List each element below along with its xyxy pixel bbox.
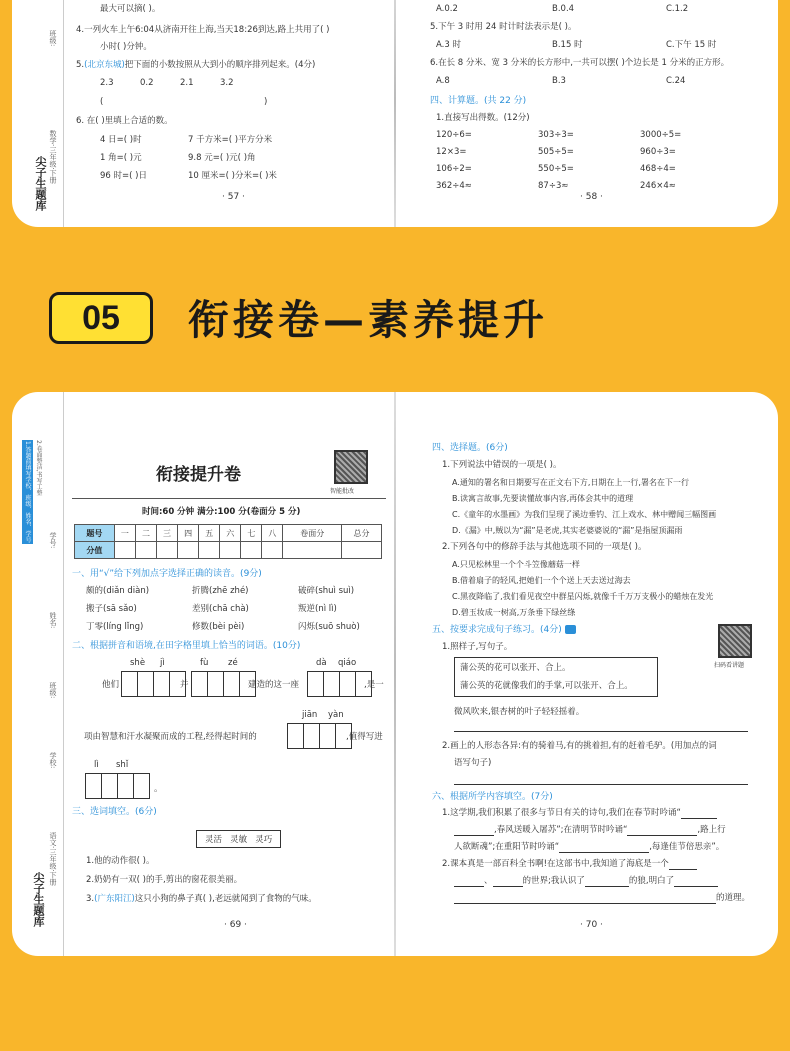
answer-paren-close: ) — [264, 97, 268, 107]
pinyin-item: 破碎(shuì suì) — [298, 586, 355, 596]
score-cell[interactable] — [241, 542, 262, 559]
word-choice: 灵巧 — [255, 835, 273, 845]
margin-school: 学校: — [49, 752, 57, 769]
banner-title: 衔接卷—素养提升 — [188, 296, 548, 344]
page-number-58: · 58 · — [580, 192, 603, 202]
opt3-b: B.3 — [552, 76, 566, 86]
qr-caption: 智能批改 — [330, 488, 355, 495]
pinyin-item: 闪烁(suō shuò) — [298, 622, 360, 632]
option: C.黑夜降临了,我们看见夜空中群星闪烁,就像千千万万支极小的蜡烛在发光 — [452, 592, 714, 601]
margin-number: 学号: — [49, 532, 57, 549]
section-5-label: 五、按要求完成句子练习。(4分) — [432, 625, 562, 635]
calc-r1c1: 120÷6= — [436, 130, 472, 140]
calc-sub: 1.直接写出得数。(12分) — [436, 113, 530, 123]
pinyin-item: 折腾(zhē zhé) — [192, 586, 249, 596]
pinyin-label: fù — [200, 658, 209, 668]
fill-blank[interactable] — [627, 835, 697, 836]
s3-q1: 1.他的动作很( )。 — [86, 856, 155, 866]
s6-q1-text: 1.这学期,我们积累了很多与节日有关的诗句,我们在春节时吟诵“ — [442, 808, 681, 818]
left-margin-bar — [20, 392, 64, 956]
q4-line2: 小时( )分钟。 — [100, 42, 152, 52]
s6-q1-line2 — [454, 825, 726, 836]
page-69 — [12, 392, 394, 956]
s6-q2-text: 2.课本真是一部百科全书啊!在这部书中,我知道了海底是一个 — [442, 859, 669, 869]
calc-r3c3: 468÷4= — [640, 164, 676, 174]
fill-blank[interactable] — [585, 886, 629, 887]
decimal-3: 2.1 — [180, 78, 194, 88]
s6-q1-text: 人欲断魂”;在重阳节时吟诵“ — [454, 842, 560, 852]
page-number-69: · 69 · — [224, 920, 247, 930]
option: D.《漏》中,贼以为“漏”是老虎,其实老婆婆说的“漏”是指屋顶漏雨 — [452, 526, 683, 535]
pinyin-label: yàn — [328, 710, 344, 720]
s6-q1-text: ,春风送暖入屠苏”;在清明节时吟诵“ — [494, 825, 628, 835]
fill-blank[interactable] — [669, 869, 697, 870]
tianzige-box[interactable] — [86, 773, 150, 799]
s2-text: 。 — [154, 784, 163, 794]
bottom-book-spread — [12, 392, 778, 956]
s2-text: 项由智慧和汗水凝聚而成的工程,经得起时间的 — [84, 732, 257, 742]
option: A.通知的署名和日期要写在正文右下方,日期在上一行,署名在下一行 — [452, 478, 689, 487]
q5-text: 把下面的小数按照从大到小的顺序排列起来。(4分) — [124, 60, 316, 70]
q6-rect: 6.在长 8 分米、宽 3 分米的长方形中,一共可以摆( )个边长是 1 分米的正方形。 — [430, 58, 730, 68]
fill-blank[interactable] — [454, 835, 494, 836]
q5-time: 5.下午 3 时用 24 时计时法表示是( )。 — [430, 22, 577, 32]
section-number-badge: 05 — [49, 292, 153, 344]
score-cell[interactable] — [178, 542, 199, 559]
margin-brand: 尖子生题库 — [32, 872, 45, 927]
score-cell[interactable] — [114, 542, 135, 559]
page-58 — [396, 0, 778, 227]
page-57 — [12, 0, 394, 227]
margin-class: 班级: — [49, 682, 57, 699]
s6-q1-text: ,路上行 — [697, 825, 726, 835]
s2-text: 并 — [180, 680, 189, 690]
score-cell[interactable] — [156, 542, 177, 559]
word-choice: 灵敏 — [230, 835, 248, 845]
pinyin-label: dà — [316, 658, 327, 668]
region-tag: (广东阳江) — [94, 894, 135, 904]
calc-r4c2: 87÷3≈ — [538, 181, 569, 191]
s6-q2-line2: 、 的世界;我认识了 的狼,明白了 — [454, 876, 718, 887]
score-cell[interactable] — [342, 542, 382, 559]
tianzige-box[interactable] — [308, 671, 372, 697]
score-row-label: 分值 — [75, 542, 115, 559]
margin-notes: 2.卷面整洁,书写工整 — [35, 440, 42, 496]
score-cell[interactable] — [262, 542, 283, 559]
pinyin-label: shè — [130, 658, 146, 668]
score-cell[interactable] — [283, 542, 342, 559]
s2-text: 他们 — [102, 680, 120, 690]
pinyin-item: 叛逆(nì lì) — [298, 604, 337, 614]
qr-code-icon[interactable] — [718, 624, 752, 658]
page-70 — [396, 392, 778, 956]
pinyin-label: qiáo — [338, 658, 357, 668]
q6-b: 7 千方米=( )平方分米 — [188, 135, 273, 145]
pinyin-label: shǐ — [116, 760, 129, 770]
pinyin-item: 修数(bèi pèi) — [192, 622, 245, 632]
q6-d: 9.8 元=( )元( )角 — [188, 153, 256, 163]
title-divider — [72, 498, 386, 499]
s5-q2-cont: 语写句子) — [454, 758, 492, 768]
word-choice: 灵活 — [205, 835, 223, 845]
calc-r2c3: 960÷3= — [640, 147, 676, 157]
score-cell[interactable] — [199, 542, 220, 559]
s3-q3-num: 3. — [86, 894, 95, 904]
pinyin-item: 搬子(sā sǎo) — [86, 604, 137, 614]
fill-blank[interactable] — [493, 886, 523, 887]
s2-text: 建造的这一座 — [248, 680, 300, 690]
q6-title: 6. 在( )里填上合适的数。 — [76, 116, 173, 126]
page-number-57: · 57 · — [222, 192, 245, 202]
fill-blank[interactable] — [559, 852, 649, 853]
q3-tail: 最大可以摘( )。 — [100, 4, 161, 14]
left-margin-bar — [20, 0, 64, 227]
tianzige-box[interactable] — [122, 671, 186, 697]
option: C.《童年的水墨画》为我们呈现了溪边垂钓、江上戏水、林中赠闻三幅图画 — [452, 510, 717, 519]
s4-q2: 2.下列各句中的修辞手法与其他选项不同的一项是( )。 — [442, 542, 647, 552]
section-6: 六、根据所学内容填空。(7分) — [432, 792, 553, 802]
decimal-2: 0.2 — [140, 78, 154, 88]
s3-q3 — [86, 894, 317, 905]
opt-b: B.0.4 — [552, 4, 575, 14]
option: B.借着扇子的轻风,把她们一个个送上天去送过海去 — [452, 576, 631, 585]
s6-q1-line3 — [454, 842, 724, 853]
answer-line[interactable] — [454, 784, 748, 785]
answer-paren-open: ( — [100, 97, 104, 107]
s3-q3-text: 这只小狗的鼻子真( ),老远就闻到了食物的气味。 — [134, 894, 317, 904]
opt3-a: A.8 — [436, 76, 450, 86]
option: D.碧玉妆成一树高,万条垂下绿丝绦 — [452, 608, 576, 617]
pinyin-item: 丁零(líng lǐng) — [86, 622, 144, 632]
score-col: 总分 — [342, 525, 382, 542]
score-col: 四 — [178, 525, 199, 542]
margin-name: 姓名: — [49, 612, 57, 629]
s5-q1: 1.照样子,写句子。 — [442, 642, 513, 652]
answer-line[interactable] — [454, 731, 748, 732]
calc-r2c1: 12×3= — [436, 147, 467, 157]
word-choice-box — [196, 830, 281, 848]
q6-f: 10 厘米=( )分米=( )米 — [188, 171, 277, 181]
q6-c: 1 角=( )元 — [100, 153, 142, 163]
pinyin-label: jiān — [302, 710, 318, 720]
score-cell[interactable] — [220, 542, 241, 559]
s3-q2: 2.奶奶有一双( )的手,剪出的窗花很美丽。 — [86, 875, 243, 885]
exam-meta: 时间:60 分钟 满分:100 分(卷面分 5 分) — [142, 507, 301, 517]
s6-q2-text: 的道理。 — [716, 893, 751, 903]
score-col: 二 — [135, 525, 156, 542]
pinyin-label: lì — [94, 760, 99, 770]
calc-r3c1: 106÷2= — [436, 164, 472, 174]
example-sentence-1: 蒲公英的花可以张开、合上。 — [460, 663, 571, 673]
margin-subject: 数学·三年级·下册 — [49, 130, 57, 184]
s5-q2: 2.画上的人形态各异:有的骑着马,有的挑着担,有的赶着毛驴。(用加点的词 — [442, 741, 717, 751]
opt-c: C.1.2 — [666, 4, 689, 14]
score-col: 七 — [241, 525, 262, 542]
tianzige-box[interactable] — [288, 723, 352, 749]
decimal-4: 3.2 — [220, 78, 234, 88]
score-col: 一 — [114, 525, 135, 542]
opt2-c: C.下午 15 时 — [666, 40, 717, 50]
s6-q2-text: 的世界;我认识了 — [522, 876, 585, 886]
q5-line: 5.(北京东城)把下面的小数按照从大到小的顺序排列起来。(4分) — [76, 60, 316, 70]
section-4: 四、选择题。(6分) — [432, 443, 508, 453]
qr-caption: 扫码看讲题 — [714, 662, 745, 669]
calc-r1c2: 303÷3= — [538, 130, 574, 140]
s2-text: ,是一 — [364, 680, 384, 690]
opt2-b: B.15 时 — [552, 40, 583, 50]
tianzige-box[interactable] — [192, 671, 256, 697]
opt3-c: C.24 — [666, 76, 686, 86]
q4-line1: 4.一列火车上午6:04从济南开往上海,当天18:26到达,路上共用了( ) — [76, 25, 330, 35]
s4-q1: 1.下列说法中错误的一项是( )。 — [442, 460, 562, 470]
option: B.读寓言故事,先要读懂故事内容,再体会其中的道理 — [452, 494, 634, 503]
section-5 — [432, 624, 576, 636]
s6-q1-text: ,每逢佳节倍思亲”。 — [649, 842, 725, 852]
fill-blank[interactable] — [454, 886, 484, 887]
top-book-spread — [12, 0, 778, 227]
score-col: 三 — [156, 525, 177, 542]
fill-blank[interactable] — [681, 818, 717, 819]
s2-text: ,值得写进 — [346, 732, 383, 742]
fill-blank[interactable] — [454, 903, 716, 904]
margin-notes-tag: 1.答题前填写学校、班级、姓名、学号 — [24, 441, 31, 543]
q5-region-tag: (北京东城) — [84, 60, 125, 70]
video-play-icon[interactable] — [565, 625, 576, 634]
section-calc: 四、计算题。(共 22 分) — [430, 96, 527, 106]
example-sentence-2: 蒲公英的花就像我们的手掌,可以张开、合上。 — [460, 681, 633, 691]
pinyin-item: 颇的(diǎn diàn) — [86, 586, 150, 596]
s6-q2-line3 — [454, 893, 750, 904]
score-table — [74, 524, 382, 559]
s6-q2 — [442, 859, 697, 870]
calc-r4c1: 362÷4≈ — [436, 181, 472, 191]
fill-blank[interactable] — [674, 886, 718, 887]
score-cell[interactable] — [135, 542, 156, 559]
decimal-1: 2.3 — [100, 78, 114, 88]
score-col: 六 — [220, 525, 241, 542]
q6-e: 96 时=( )日 — [100, 171, 147, 181]
s5-prompt: 微风吹来,银杏树的叶子轻轻摇着。 — [454, 707, 585, 717]
calc-r1c3: 3000÷5= — [640, 130, 682, 140]
score-col: 卷面分 — [283, 525, 342, 542]
section-1: 一、用“√”给下列加点字选择正确的读音。(9分) — [72, 569, 262, 579]
calc-r4c3: 246×4≈ — [640, 181, 676, 191]
score-head-label: 题号 — [75, 525, 115, 542]
margin-subject: 语文·三年级·下册 — [49, 832, 57, 886]
pinyin-label: zé — [228, 658, 238, 668]
option: A.只见松林里一个个斗笠像蘑菇一样 — [452, 560, 580, 569]
page-number-70: · 70 · — [580, 920, 603, 930]
qr-code-icon[interactable] — [334, 450, 368, 484]
pinyin-item: 差别(chā chà) — [192, 604, 249, 614]
pinyin-label: jì — [160, 658, 165, 668]
s6-q1 — [442, 808, 717, 819]
opt-a: A.0.2 — [436, 4, 458, 14]
s6-q2-text: 的狼,明白了 — [628, 876, 675, 886]
calc-r2c2: 505÷5= — [538, 147, 574, 157]
exam-title: 衔接提升卷 — [156, 465, 241, 485]
score-col: 八 — [262, 525, 283, 542]
margin-brand: 尖子生题库 — [34, 156, 47, 211]
calc-r3c2: 550÷5= — [538, 164, 574, 174]
score-col: 五 — [199, 525, 220, 542]
section-3: 三、选词填空。(6分) — [72, 807, 157, 817]
opt2-a: A.3 时 — [436, 40, 461, 50]
margin-class: 班级: — [49, 30, 57, 47]
section-2: 二、根据拼音和语境,在田字格里填上恰当的词语。(10分) — [72, 641, 301, 651]
q6-a: 4 日=( )时 — [100, 135, 142, 145]
